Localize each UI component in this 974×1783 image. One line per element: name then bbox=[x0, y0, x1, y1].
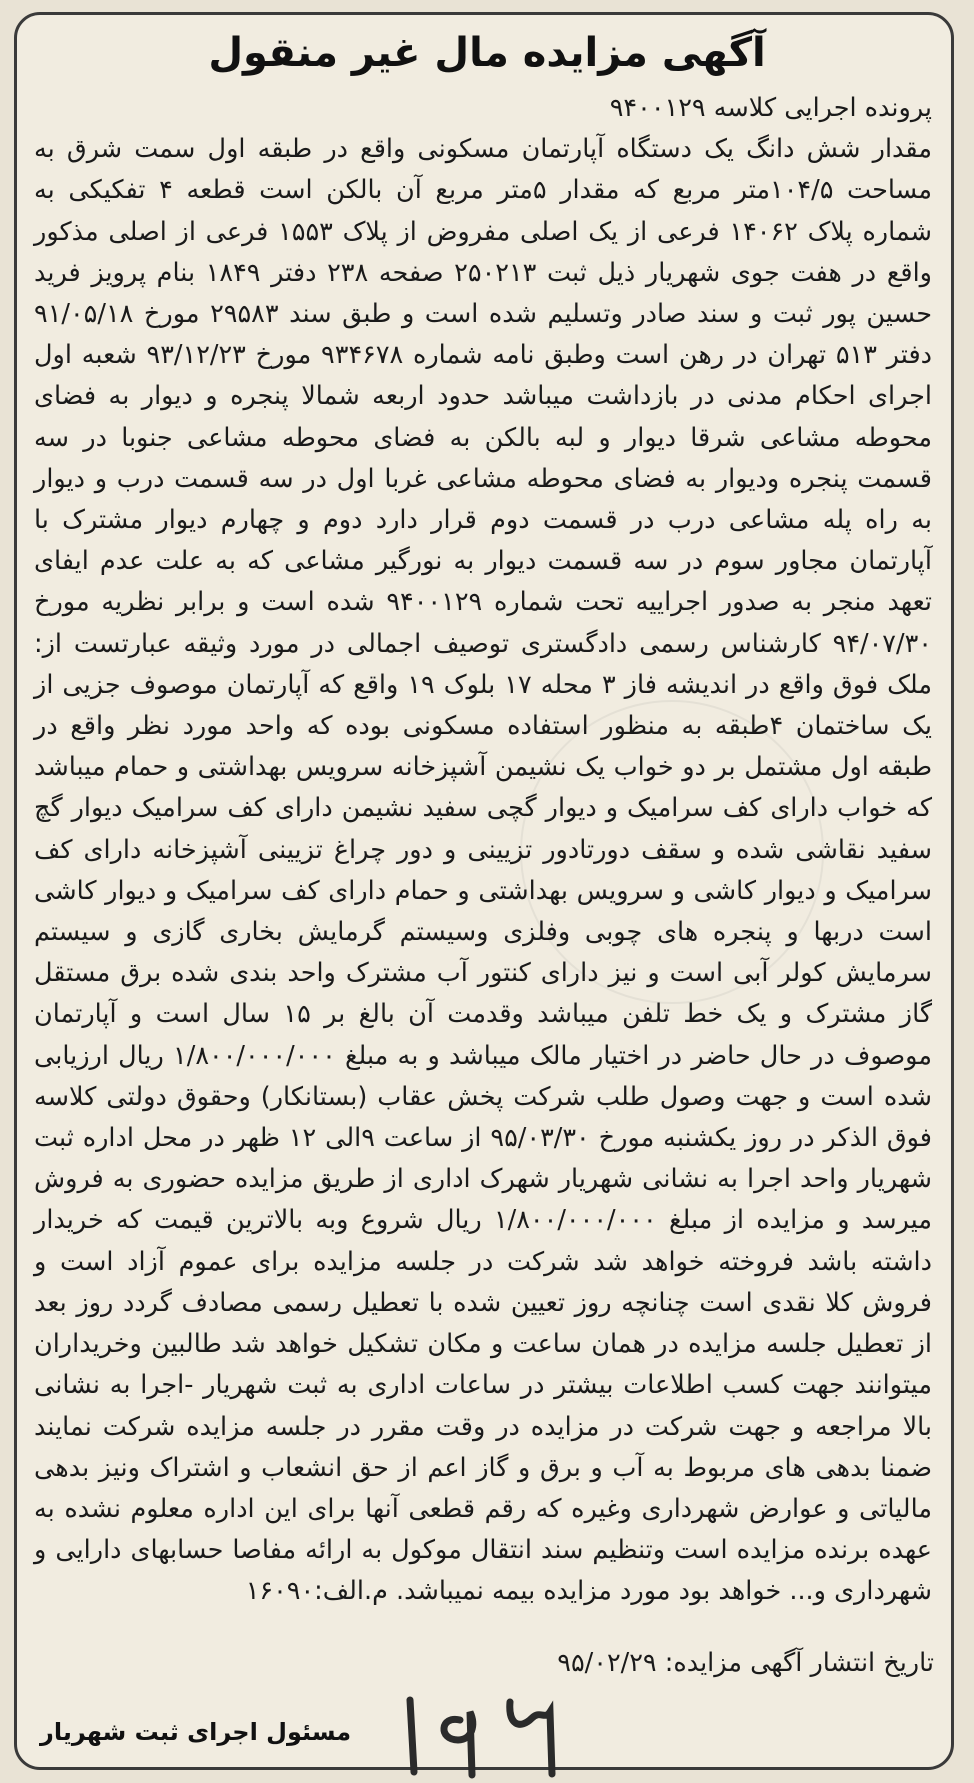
file-number-line: پرونده اجرایی کلاسه ۹۴۰۰۱۲۹ bbox=[609, 93, 932, 123]
notice-body bbox=[34, 88, 932, 1613]
notice-title: آگهی مزایده مال غیر منقول bbox=[208, 30, 766, 76]
notice-body-paragraph: مقدار شش دانگ یک دستگاه آپارتمان مسکونی واقع در طبقه اول سمت شرق به مساحت ۱۰۴/۵متر مربع که مقدار ۵متر مربع آن بالکن است قطعه ۴ تفکیکی به شماره پلاک ۱۴۰۶۲ فرعی از یک اصلی مفروض از پلاک ۱۵۵۳ فرعی از اصلی مذکور واقع در هفت جوی شهریار ذیل ثبت ۲۵۰۲۱۳ صفحه ۲۳۸ دفتر ۱۸۴۹ بنام پرویز فرید حسین پور ثبت و سند صادر وتسلیم شده است و طبق سند ۲۹۵۸۳ مورخ ۹۱/۰۵/۱۸ دفتر ۵۱۳ تهران در رهن است وطبق نامه شماره ۹۳۴۶۷۸ مورخ ۹۳/۱۲/۲۳ شعبه اول اجرای احکام مدنی در بازداشت میباشد حدود اربعه شمالا پنجره و دیوار به فضای محوطه مشاعی شرقا دیوار و لبه بالکن به فضای محوطه مشاعی جنوبا در سه قسمت پنجره ودیوار به فضای محوطه مشاعی غربا اول در سه قسمت درب و دیوار به راه پله مشاعی درب در قسمت دوم قرار دارد دوم و چهارم دیوار مشترک با آپارتمان مجاور سوم در سه قسمت دیوار به نورگیر مشاعی که به علت عدم ایفای تعهد منجر به صدور اجراییه تحت شماره ۹۴۰۰۱۲۹ شده است و برابر نظریه مورخ ۹۴/۰۷/۳۰ کارشناس رسمی دادگستری توصیف اجمالی در مورد وثیقه عبارتست از: ملک فوق واقع در اندیشه فاز ۳ محله ۱۷ بلوک ۱۹ واقع که آپارتمان موصوف جزیی از یک ساختمان ۴طبقه به منظور استفاده مسکونی بوده که واحد مورد نظر واقع در طبقه اول مشتمل بر دو خواب یک نشیمن آشپزخانه سرویس بهداشتی و حمام میباشد که خواب دارای کف سرامیک و دیوار گچی سفید نشیمن دارای کف سرامیک دیوار گچ سفید نقاشی شده و سقف دورتادور تزیینی و دور چراغ تزیینی آشپزخانه دارای کف سرامیک و دیوار کاشی و سرویس بهداشتی و حمام دارای کف سرامیک و دیوار کاشی است دربها و پنجره های چوبی وفلزی وسیستم گرمایش بخاری گازی و سیستم سرمایش کولر آبی است و نیز دارای کنتور آب مشترک واحد بندی شده برق مستقل گاز مشترک و یک خط تلفن میباشد وقدمت آن بالغ بر ۱۵ سال است و آپارتمان موصوف در حال حاضر در اختیار مالک میباشد و به مبلغ ۱/۸۰۰/۰۰۰/۰۰۰ ریال ارزیابی شده است و جهت وصول طلب شرکت پخش عقاب (بستانکار) وحقوق دولتی کلاسه فوق الذکر در روز یکشنبه مورخ ۹۵/۰۳/۳۰ از ساعت ۹الی ۱۲ ظهر در محل اداره ثبت شهریار واحد اجرا به نشانی شهریار شهرک اداری از طریق مزایده حضوری به فروش میرسد و مزایده از مبلغ ۱/۸۰۰/۰۰۰/۰۰۰ ریال شروع وبه بالاترین قیمت که خریدار داشته باشد فروخته خواهد شد شرکت در جلسه مزایده برای عموم آزاد است و فروش کلا نقدی است چنانچه روز تعیین شده با تعطیل رسمی مصادف گردد روز بعد از تعطیل جلسه مزایده در همان ساعت و مکان تشکیل خواهد شد طالبین وخریداران میتوانند جهت کسب اطلاعات بیشتر در ساعات اداری به ثبت شهریار -اجرا به نشانی بالا مراجعه و جهت شرکت در مزایده در وقت مقرر در جلسه مزایده شرکت نمایند ضمنا بدهی های مربوط به آب و برق و گاز اعم از حق انشعاب و اشتراک ونیز بدهی مالیاتی و عوارض شهرداری وغیره که رقم قطعی آنها برای این اداره معلوم نشده به عهده برنده مزایده است وتنظیم سند انتقال موکول به ارائه مفاصا حسابهای دارایی و شهرداری و... خواهد بود مورد مزایده بیمه نمیباشد. م.الف:۱۶۰۹۰ bbox=[34, 134, 933, 1607]
handwritten-number bbox=[380, 1690, 580, 1780]
signature-line: مسئول اجرای ثبت شهریار bbox=[40, 1718, 352, 1746]
publication-date-line: تاریخ انتشار آگهی مزایده: ۹۵/۰۲/۲۹ bbox=[557, 1648, 934, 1678]
